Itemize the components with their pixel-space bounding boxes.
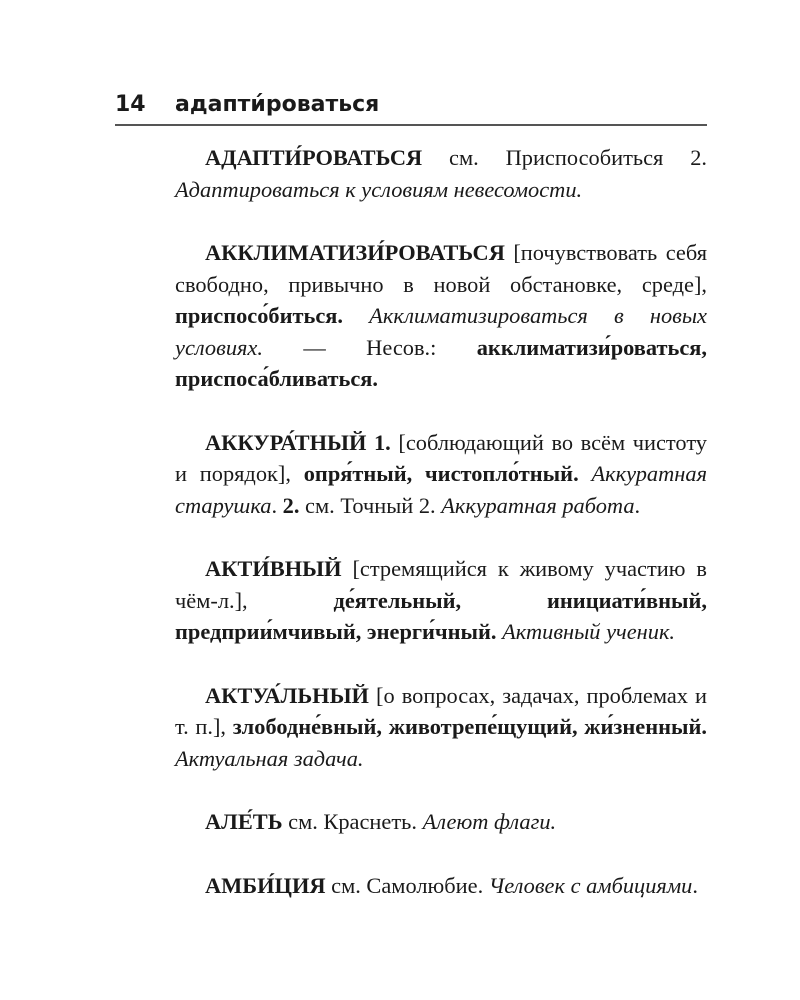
entry-text: [стремящийся к живому участию в чём-л.],	[175, 556, 707, 613]
entry-synonym: злободне́вный, животрепе́щущий, жи́зненный.	[232, 714, 708, 739]
entry-example: Актуальная задача.	[175, 745, 364, 771]
entry-akklimatizirovatsya	[175, 237, 707, 395]
entry-synonym: акклиматизи́роваться, приспоса́бливаться.	[175, 334, 707, 391]
entry-headword: АКТИ́ВНЫЙ	[205, 556, 342, 581]
entry-headword: АДАПТИ́РОВАТЬСЯ	[205, 145, 423, 170]
entry-text: [соблюдающий во всём чистоту и порядок],	[175, 429, 708, 486]
entry-alet	[175, 806, 707, 838]
entry-text	[343, 303, 369, 328]
entry-headword: АККЛИМАТИЗИ́РОВАТЬСЯ	[205, 240, 505, 265]
entry-text: см. Приспособиться 2.	[422, 145, 707, 170]
entry-headword: АКТУА́ЛЬНЫЙ	[205, 682, 369, 708]
entry-headword: АЛЕ́ТЬ	[205, 809, 283, 834]
entry-headword: АМБИ́ЦИЯ	[205, 872, 326, 898]
entry-list	[175, 142, 707, 933]
entry-headword: АККУРА́ТНЫЙ	[205, 429, 367, 455]
entry-text: [почувствовать себя свободно, привычно в новой обстановке, среде],	[175, 240, 707, 297]
entry-text: см. Самолюбие.	[325, 872, 489, 898]
entry-akkuratny	[175, 427, 707, 522]
entry-sense-number: 2.	[282, 492, 300, 518]
running-headword: адапти́роваться	[175, 92, 380, 117]
entry-example: Адаптироваться к условиям невесомости.	[175, 176, 583, 202]
entry-example: Человек с амбициями	[488, 872, 693, 898]
running-head	[115, 92, 707, 126]
entry-adaptirovatsya	[175, 142, 707, 205]
entry-example: Акклиматизироваться в новых условиях.	[175, 303, 707, 360]
entry-text: см. Краснеть.	[282, 809, 423, 834]
entry-text: .	[271, 492, 283, 518]
entry-aktualny	[175, 680, 707, 775]
entry-text: .	[692, 872, 698, 898]
entry-text: — Несов.:	[262, 334, 477, 360]
entry-text: см. Точный 2.	[299, 492, 442, 518]
entry-text	[579, 461, 592, 486]
entry-example: Активный ученик.	[502, 619, 676, 644]
entry-synonym: опря́тный, чистопло́тный.	[303, 461, 579, 486]
entry-example: Аккуратная работа	[441, 492, 635, 518]
entry-text: .	[634, 492, 641, 518]
entry-text: [о вопросах, задачах, проблемах и т. п.],	[175, 682, 707, 739]
entry-example: Аккуратная старушка	[175, 461, 707, 518]
entry-aktivny	[175, 553, 707, 648]
page-number: 14	[115, 92, 146, 117]
entry-synonym: де́ятельный, инициати́вный, предприи́мчивый, энерги́чный.	[175, 587, 707, 644]
entry-synonym: приспосо́биться.	[175, 303, 344, 328]
entry-ambitsiya	[175, 870, 707, 902]
entry-sense-number: 1.	[366, 429, 391, 455]
entry-example: Алеют флаги.	[422, 809, 557, 834]
